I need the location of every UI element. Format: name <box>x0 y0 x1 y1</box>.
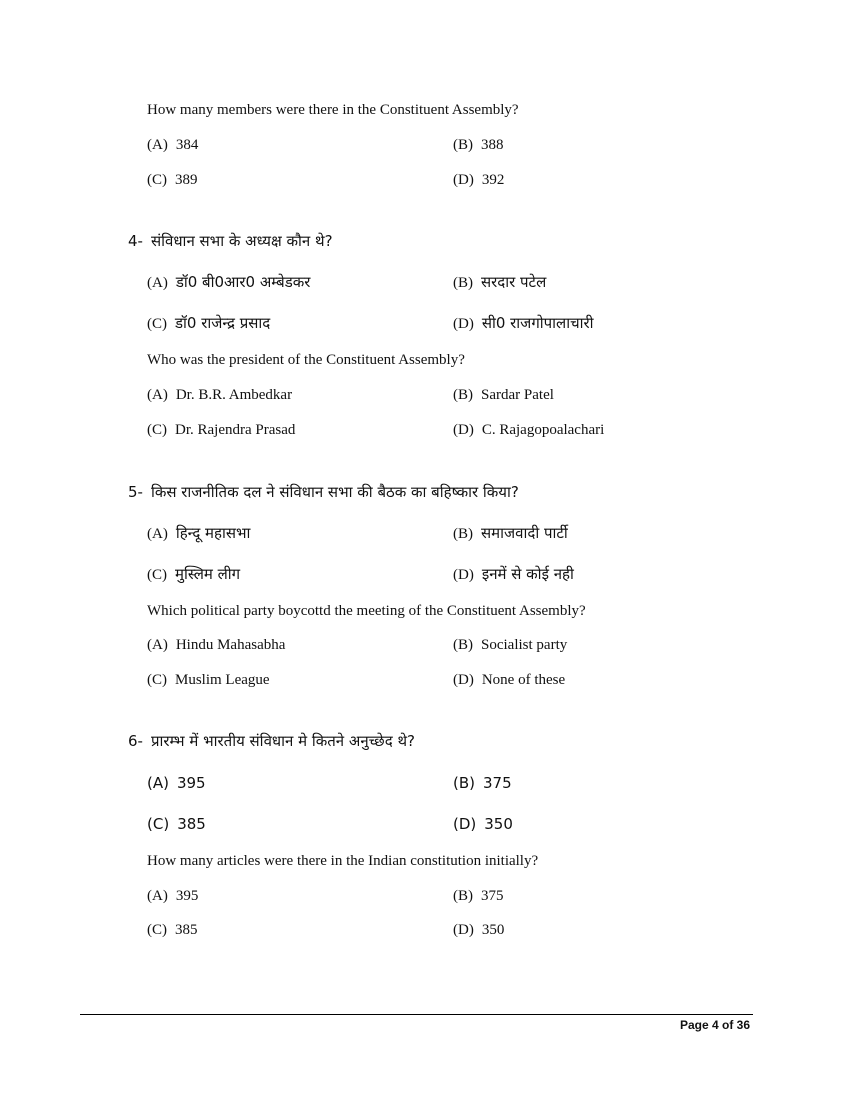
option-text: समाजवादी पार्टी <box>481 524 568 542</box>
question-5-hindi-option-a <box>147 523 250 543</box>
question-6-option-c <box>147 922 198 939</box>
option-text: Sardar Patel <box>481 387 554 403</box>
option-label: (C) <box>147 815 170 833</box>
option-text: 375 <box>481 888 504 904</box>
option-text: 385 <box>177 815 206 833</box>
option-text: Dr. Rajendra Prasad <box>175 422 296 438</box>
option-label: (D) <box>453 422 474 438</box>
question-6-hindi-option-c <box>147 815 206 833</box>
option-label: (B) <box>453 888 473 904</box>
option-text: सी0 राजगोपालाचारी <box>481 314 594 332</box>
question-5-option-a <box>147 637 285 654</box>
question-6-option-d <box>453 922 504 939</box>
question-6-hindi-option-d <box>453 815 513 833</box>
question-4-option-d <box>453 422 604 439</box>
question-4-hindi-option-c <box>147 313 270 333</box>
option-label: (B) <box>453 774 475 792</box>
question-number: 4- <box>128 232 143 250</box>
question-6-hindi-text: प्रारम्भ में भारतीय संविधान मे कितने अनुच्छेद थे? <box>150 732 415 750</box>
question-5-hindi-option-d <box>453 564 574 584</box>
question-4-english-text: Who was the president of the Constituent Assembly? <box>147 352 465 368</box>
question-6-hindi-option-b <box>453 774 512 792</box>
option-label: (A) <box>147 774 169 792</box>
question-5-hindi-text: किस राजनीतिक दल ने संविधान सभा की बैठक का बहिष्कार किया? <box>150 483 519 501</box>
option-text: Hindu Mahasabha <box>175 637 286 653</box>
question-3-option-b <box>453 137 504 154</box>
question-5-option-b <box>453 637 567 654</box>
option-label: (C) <box>147 567 167 583</box>
option-label: (D) <box>453 567 474 583</box>
option-label: (D) <box>453 172 474 188</box>
question-4-hindi-option-a <box>147 272 310 292</box>
footer-divider <box>80 1014 753 1015</box>
question-number: 5- <box>128 483 143 501</box>
question-5-option-c <box>147 672 270 689</box>
option-text: 350 <box>484 815 513 833</box>
question-3-option-c <box>147 172 198 189</box>
option-label: (D) <box>453 922 474 938</box>
option-text: 388 <box>481 137 504 153</box>
question-3-option-a <box>147 137 198 154</box>
question-5-english-text: Which political party boycottd the meeting of the Constituent Assembly? <box>147 603 586 619</box>
option-label: (C) <box>147 316 167 332</box>
option-text: Socialist party <box>481 637 568 653</box>
question-5-option-d <box>453 672 565 689</box>
option-label: (A) <box>147 275 168 291</box>
option-text: सरदार पटेल <box>481 273 547 291</box>
option-text: हिन्दू महासभा <box>175 524 251 542</box>
question-4-hindi <box>128 231 333 251</box>
option-label: (C) <box>147 922 167 938</box>
page-number: Page 4 of 36 <box>679 1018 750 1032</box>
question-6-hindi-option-a <box>147 774 206 792</box>
option-label: (A) <box>147 637 168 653</box>
option-label: (C) <box>147 172 167 188</box>
option-text: 375 <box>483 774 512 792</box>
option-text: इनमें से कोई नही <box>481 565 574 583</box>
option-label: (B) <box>453 637 473 653</box>
question-5-hindi-option-c <box>147 564 240 584</box>
question-3-option-d <box>453 172 504 189</box>
option-text: C. Rajagopoalachari <box>481 422 605 438</box>
question-3-english-text: How many members were there in the Constituent Assembly? <box>147 102 519 118</box>
option-text: Muslim League <box>175 672 270 688</box>
option-text: 395 <box>175 888 199 904</box>
option-label: (C) <box>147 672 167 688</box>
option-label: (A) <box>147 888 168 904</box>
question-5-hindi <box>128 482 519 502</box>
option-label: (D) <box>453 672 474 688</box>
question-4-option-a <box>147 387 292 404</box>
option-label: (D) <box>453 815 477 833</box>
option-label: (A) <box>147 137 168 153</box>
option-text: 392 <box>481 172 505 188</box>
question-4-hindi-text: संविधान सभा के अध्यक्ष कौन थे? <box>150 232 333 250</box>
question-4-option-c <box>147 422 295 439</box>
question-number: 6- <box>128 732 143 750</box>
option-label: (B) <box>453 137 473 153</box>
option-text: 395 <box>176 774 206 792</box>
question-4-hindi-option-b <box>453 272 546 292</box>
option-text: None of these <box>481 672 566 688</box>
option-text: 389 <box>175 172 198 188</box>
option-label: (D) <box>453 316 474 332</box>
option-label: (B) <box>453 526 473 542</box>
option-text: 384 <box>175 137 199 153</box>
option-text: 350 <box>481 922 505 938</box>
option-text: मुस्लिम लीग <box>175 565 241 583</box>
question-4-option-b <box>453 387 554 404</box>
question-6-option-b <box>453 888 504 905</box>
option-text: 385 <box>175 922 198 938</box>
option-text: डॉ0 राजेन्द्र प्रसाद <box>175 314 271 332</box>
option-label: (B) <box>453 387 473 403</box>
question-4-hindi-option-d <box>453 313 594 333</box>
option-text: डॉ0 बी0आर0 अम्बेडकर <box>175 273 311 291</box>
question-6-hindi <box>128 731 415 751</box>
option-text: Dr. B.R. Ambedkar <box>175 387 293 403</box>
option-label: (A) <box>147 387 168 403</box>
option-label: (B) <box>453 275 473 291</box>
question-5-hindi-option-b <box>453 523 568 543</box>
option-label: (C) <box>147 422 167 438</box>
option-label: (A) <box>147 526 168 542</box>
question-6-english-text: How many articles were there in the Indian constitution initially? <box>147 853 539 869</box>
question-6-option-a <box>147 888 198 905</box>
